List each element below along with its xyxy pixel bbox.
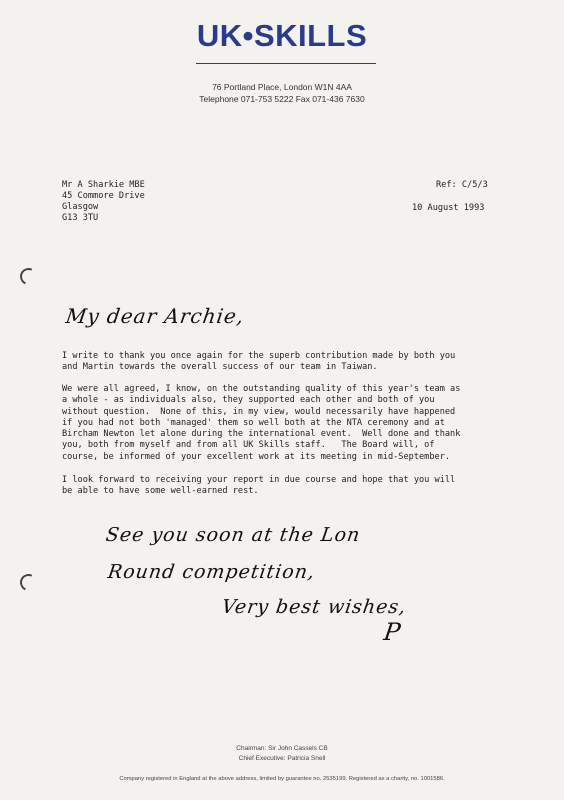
recipient-street: 45 Commore Drive [62, 191, 145, 201]
letterhead-contact: Telephone 071-753 5222 Fax 071-436 7630 [199, 94, 365, 104]
footer-registration: Company registered in England at the above address, limited by guarantee no. 2535199. Registered as a charity, no. 1001586. [119, 776, 445, 782]
handwritten-salutation: My dear Archie, [64, 304, 246, 328]
handwritten-line-3: Very best wishes, [220, 596, 408, 618]
punch-hole-mark [18, 572, 40, 594]
recipient-postcode: G13 3TU [62, 213, 99, 223]
paragraph-1: I write to thank you once again for the superb contribution made by both you and Martin towards the overall success of our team in Taiwan. [62, 351, 456, 373]
paragraph-2: We were all agreed, I know, on the outstanding quality of this year's team as a whole - as individuals also, they supported each other and both of you without question. None of this, in my view, would necessarily have happened if you had not both 'managed' them so well both at the NTA ceremony and at Bircham Newton let alone during the international event. Well done and thank you, both from myself and from all UK Skills staff. The Board will, of course, be informed of your excellent work at its meeting in mid-September. [62, 384, 461, 462]
letterhead-divider [196, 63, 376, 64]
footer-chief-executive: Chief Executive: Patricia Snell [238, 755, 326, 762]
recipient-name: Mr A Sharkie MBE [62, 180, 145, 190]
handwritten-initials: P [382, 618, 404, 646]
punch-hole-mark [18, 266, 40, 288]
footer-chairman: Chairman: Sir John Cassels CB [236, 745, 328, 752]
uk-skills-logo: UK•SKILLS [196, 18, 368, 53]
reference: Ref: C/5/3 [436, 180, 488, 190]
paragraph-3: I look forward to receiving your report in due course and hope that you will be able to have some well-earned rest. [62, 475, 456, 497]
handwritten-line-2: Round competition, [106, 561, 317, 583]
recipient-city: Glasgow [62, 202, 99, 212]
handwritten-line-1: See you soon at the Lon [104, 524, 362, 546]
letterhead-address: 76 Portland Place, London W1N 4AA [212, 82, 352, 92]
letter-date: 10 August 1993 [412, 203, 485, 213]
